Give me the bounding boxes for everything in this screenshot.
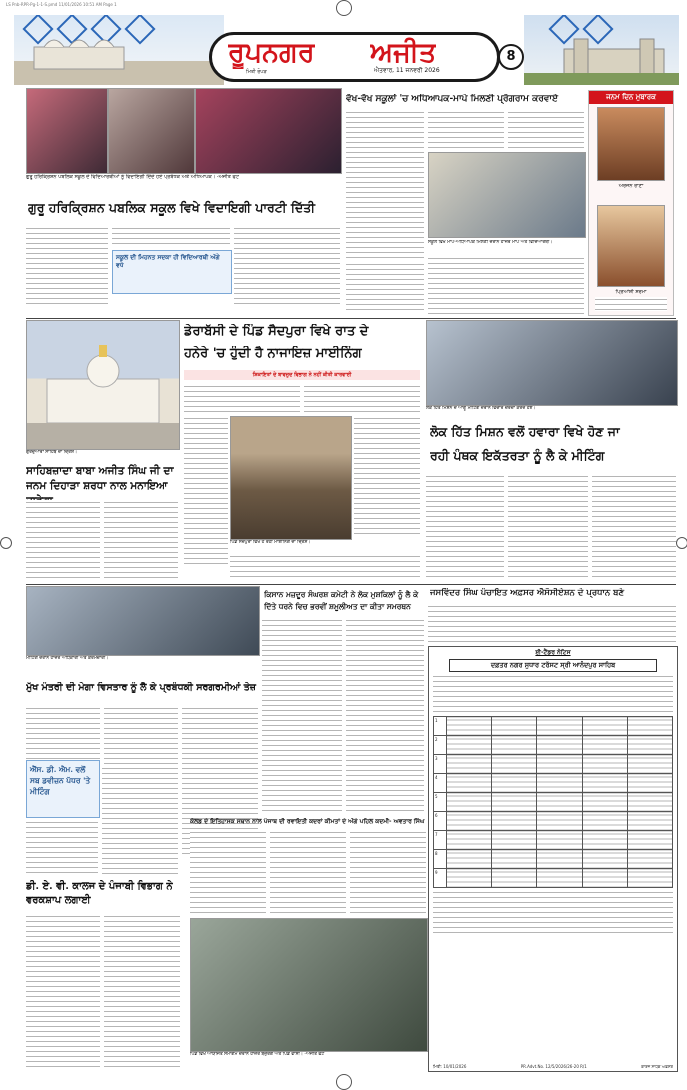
mining-strap: ਸ਼ਿਕਾਇਤਾਂ ਦੇ ਬਾਵਜੂਦ ਵਿਭਾਗ ਨੇ ਨਹੀਂ ਕੀਤੀ ਕਾਰਵਾਈ	[184, 370, 420, 380]
tender-cell	[537, 812, 582, 831]
tender-cell	[492, 812, 537, 831]
mining-body-col5	[230, 554, 420, 580]
tender-cell	[582, 850, 627, 869]
seminar-caption: ਸਕੂਲ ਵਿਖੇ ਮਾਪੇ-ਅਧਿਆਪਕ ਮਿਲਣੀ ਦੌਰਾਨ ਹਾਜ਼ਰ ਮਾਪੇ ਅਤੇ ਵਿਦਿਆਰਥੀ।	[428, 240, 553, 245]
tender-cell	[537, 850, 582, 869]
tender-terms	[433, 890, 673, 936]
tender-cell	[447, 793, 492, 812]
birthday-box	[588, 90, 674, 316]
cm-body-col2	[104, 706, 178, 766]
tender-cell	[447, 850, 492, 869]
tender-footer-mid: PR.Advt.No. 12/5/2026/26-20 R/1	[520, 1064, 587, 1069]
school-body-col3	[234, 226, 340, 308]
birthday-caption-2-lines	[595, 297, 667, 311]
tender-cell	[492, 869, 537, 888]
masthead-subtitle: ਮਿਤੀ ਰੋਪੜ	[246, 69, 267, 75]
mining-body-col1	[184, 384, 300, 414]
school-box	[112, 250, 232, 294]
tender-table	[433, 716, 673, 888]
mining-body-col3	[184, 416, 228, 566]
seminar-body-col4	[428, 256, 584, 314]
tender-cell	[627, 755, 672, 774]
tender-row-number: 8	[434, 850, 447, 869]
dav-body-col2	[104, 914, 180, 1070]
masthead-title-left: ਰੂਪਨਗਰ	[228, 37, 315, 68]
print-slug: LS Pnb-RPR-Pg-1-1-S.pmd 11/01/2026 10:51 AM Page 1	[6, 2, 117, 7]
cm-body-col1	[26, 706, 100, 766]
farmers-headline-1: ਕਿਸਾਨ ਮਜ਼ਦੂਰ ਸੰਘਰਸ਼ ਕਮੇਟੀ ਨੇ ਲੋਕ ਮੁਸ਼ਕਿਲਾਂ ਨੂੰ ਲੈ ਕੇ	[264, 590, 419, 599]
tender-cell	[582, 812, 627, 831]
tender-notice	[428, 646, 678, 1072]
tender-row	[434, 717, 673, 736]
tender-row	[434, 831, 673, 850]
school-photo-1	[26, 88, 108, 174]
seminar-body-col3	[508, 110, 584, 150]
tender-row-number: 5	[434, 793, 447, 812]
tender-footer-left: ਮਿਤੀ: 10/01/2026	[433, 1064, 467, 1069]
tender-row-number: 2	[434, 736, 447, 755]
tender-cell	[447, 869, 492, 888]
gurdwara-body-col2	[104, 500, 178, 580]
farmers-headline-2: ਦਿੱਤੇ ਧਰਨੇ ਵਿਚ ਭਰਵੀਂ ਸ਼ਮੂਲੀਅਤ ਦਾ ਕੀਤਾ ਸਮਰਥਨ	[264, 602, 411, 611]
seminar-photo	[428, 152, 586, 238]
meeting-photo	[426, 320, 678, 406]
masthead	[14, 10, 679, 88]
mining-headline-1: ਡੇਰਾਬੱਸੀ ਦੇ ਪਿੰਡ ਸੈਦਪੁਰਾ ਵਿਖੇ ਰਾਤ ਦੇ	[184, 324, 369, 339]
tender-cell	[492, 755, 537, 774]
panchayat-body	[428, 604, 676, 642]
masthead-date: ਐਤਵਾਰ, 11 ਜਨਵਰੀ 2026	[374, 67, 440, 74]
tender-cell	[492, 850, 537, 869]
tender-cell	[537, 755, 582, 774]
tender-cell	[447, 755, 492, 774]
tender-cell	[627, 812, 672, 831]
school-photo-caption: ਗੁਰੂ ਹਰਿਕ੍ਰਿਸ਼ਨ ਪਬਲਿਕ ਸਕੂਲ ਦੇ ਵਿਦਿਆਰਥੀਆਂ ਨੂੰ ਵਿਦਾਇਗੀ ਦਿੰਦੇ ਹੋਏ ਪ੍ਰਬੰਧਕ ਅਤੇ ਅਧਿਆਪਕ। -ਅਜੀਤ ਫੋਟੋ	[26, 174, 239, 180]
tender-cell	[582, 755, 627, 774]
tender-cell	[447, 717, 492, 736]
tender-footer-right: ਕਾਰਜ ਸਾਧਕ ਅਫ਼ਸਰ	[641, 1064, 673, 1069]
tender-cell	[582, 774, 627, 793]
panthic-body-col3	[592, 474, 676, 580]
divider-1	[26, 318, 676, 319]
tender-cell	[537, 717, 582, 736]
tender-cell	[627, 717, 672, 736]
gurdwara-photo	[26, 320, 180, 450]
dav-body-col1	[26, 914, 100, 1070]
mining-body-col4	[354, 416, 420, 536]
tender-cell	[582, 793, 627, 812]
dav-headline: ਡੀ. ਏ. ਵੀ. ਕਾਲਜ ਦੇ ਪੰਜਾਬੀ ਵਿਭਾਗ ਨੇ ਵਰਕਸ਼ਾਪ ਲਗਾਈ	[26, 881, 173, 906]
school-body-col2	[112, 226, 230, 248]
school-photo-3	[195, 88, 342, 174]
seminar-headline: ਵੱਖ-ਵੱਖ ਸਕੂਲਾਂ 'ਚ ਅਧਿਆਪਕ-ਮਾਪੇ ਮਿਲਣੀ ਪ੍ਰੋਗਰਾਮ ਕਰਵਾਏ	[346, 94, 558, 104]
panthic-headline-1: ਲੋਕ ਹਿੱਤ ਮਿਸ਼ਨ ਵਲੋਂ ਹਵਾਰਾ ਵਿਖੇ ਹੋਣ ਜਾ	[430, 424, 620, 439]
cm-headline: ਮੁੱਖ ਮੰਤਰੀ ਦੀ ਮੇਗਾ ਵਿਸਤਾਰ ਨੂੰ ਲੈ ਕੇ ਪ੍ਰਬੰਧਕੀ ਸਰਗਰਮੀਆਂ ਤੇਜ਼	[26, 682, 256, 693]
tender-row	[434, 793, 673, 812]
tender-row-number: 4	[434, 774, 447, 793]
tender-cell	[537, 831, 582, 850]
panthic-headline-2: ਰਹੀ ਪੰਥਕ ਇਕੱਤਰਤਾ ਨੂੰ ਲੈ ਕੇ ਮੀਟਿੰਗ	[430, 448, 605, 463]
school-photo-2	[108, 88, 195, 174]
tender-cell	[492, 774, 537, 793]
tender-cell	[537, 869, 582, 888]
birthday-caption-1: ਅਰਜਨ ਰਾਣਾ	[618, 183, 644, 189]
block-caption: ਪਿੰਡ ਵਿਖੇ ਆਯੋਜਿਤ ਸਮਾਗਮ ਦੌਰਾਨ ਹਾਜ਼ਰ ਬਜ਼ੁਰਗ ਅਤੇ ਪਿੰਡ ਵਾਸੀ। -ਅਜੀਤ ਫੋਟੋ	[190, 1052, 325, 1057]
school-headline: ਗੁਰੂ ਹਰਿਕ੍ਰਿਸ਼ਨ ਪਬਲਿਕ ਸਕੂਲ ਵਿਖੇ ਵਿਦਾਇਗੀ ਪਾਰਟੀ ਦਿੱਤੀ	[28, 200, 315, 215]
tender-row	[434, 774, 673, 793]
tender-row	[434, 736, 673, 755]
gurdwara-caption: ਗੁਰਦੁਆਰਾ ਸਾਹਿਬ ਦਾ ਦ੍ਰਿਸ਼।	[26, 450, 77, 455]
tender-cell	[582, 717, 627, 736]
tender-row	[434, 812, 673, 831]
birthday-header: ਜਨਮ ਦਿਨ ਮੁਬਾਰਕ	[589, 91, 673, 104]
tender-cell	[582, 869, 627, 888]
tender-row-number: 9	[434, 869, 447, 888]
page-number-badge: 8	[498, 44, 524, 70]
tender-cell	[537, 774, 582, 793]
birthday-caption-2: ਪ੍ਰਿਆਂਸ਼ੀ ਸ਼ਰਮਾ	[615, 289, 647, 295]
school-box-text: ਸਕੂਲ ਦੀ ਮਿਹਨਤ ਸਦਕਾ ਹੀ ਵਿਦਿਆਰਥੀ ਅੱਗੇ ਵਧੇ	[116, 254, 220, 269]
tender-intro	[433, 674, 673, 714]
tender-cell	[627, 831, 672, 850]
tender-cell	[492, 831, 537, 850]
block-body-col2	[270, 830, 346, 916]
divider-2	[26, 584, 676, 585]
block-body-col3	[350, 830, 426, 916]
tender-cell	[582, 831, 627, 850]
masthead-right-image	[524, 15, 679, 85]
birthday-caption-1-lines	[601, 191, 661, 201]
birthday-photo-1	[597, 107, 665, 181]
tender-cell	[627, 774, 672, 793]
masthead-title-right: ਅਜੀਤ	[370, 37, 437, 68]
tender-cell	[582, 736, 627, 755]
tender-row	[434, 850, 673, 869]
tender-cell	[447, 774, 492, 793]
tender-kicker: ਈ-ਟੈਂਡਰ ਨੋਟਿਸ	[535, 649, 571, 656]
meeting-caption: ਲੋਕ ਹਿੱਤ ਮਿਸ਼ਨ ਦੇ ਆਗੂ ਮੀਟਿੰਗ ਦੌਰਾਨ ਵਿਚਾਰ ਚਰਚਾ ਕਰਦੇ ਹੋਏ।	[426, 406, 536, 411]
panthic-body-col2	[508, 474, 588, 580]
farmers-body-col1	[262, 618, 342, 814]
tender-row-number: 1	[434, 717, 447, 736]
tender-cell	[627, 850, 672, 869]
gurdwara-body-col1	[26, 500, 100, 580]
tender-cell	[492, 736, 537, 755]
seminar-body-col1	[346, 110, 424, 260]
tender-row	[434, 755, 673, 774]
sdm-body-2	[26, 820, 98, 876]
panchayat-headline: ਜਸਵਿੰਦਰ ਸਿੰਘ ਪੰਚਾਇਤ ਅਫ਼ਸਰ ਐਸੋਸੀਏਸ਼ਨ ਦੇ ਪ੍ਰਧਾਨ ਬਣੇ	[430, 588, 624, 598]
tender-row-number: 7	[434, 831, 447, 850]
tender-cell	[627, 736, 672, 755]
mining-photo	[230, 416, 352, 540]
registration-mark-bottom	[336, 1074, 352, 1090]
sdm-box	[26, 760, 100, 818]
tender-title: ਦਫ਼ਤਰ ਨਗਰ ਸੁਧਾਰ ਟਰੱਸਟ ਸ੍ਰੀ ਆਨੰਦਪੁਰ ਸਾਹਿਬ	[449, 659, 657, 672]
registration-mark-right	[676, 537, 687, 549]
seminar-body-col5	[346, 262, 424, 314]
tender-row	[434, 869, 673, 888]
mining-body-col2	[304, 384, 420, 414]
cm-caption: ਮੀਟਿੰਗ ਦੌਰਾਨ ਹਾਜ਼ਰ ਅਧਿਕਾਰੀ ਅਤੇ ਕਰਮਚਾਰੀ।	[26, 656, 109, 661]
tender-cell	[492, 717, 537, 736]
tender-row-number: 3	[434, 755, 447, 774]
tender-cell	[447, 831, 492, 850]
tender-cell	[447, 812, 492, 831]
registration-mark-left	[0, 537, 12, 549]
mining-headline-2: ਹਨੇਰੇ 'ਚ ਹੁੰਦੀ ਹੈ ਨਾਜਾਇਜ਼ ਮਾਈਨਿੰਗ	[184, 346, 362, 361]
block-photo	[190, 918, 428, 1052]
tender-row-number: 6	[434, 812, 447, 831]
masthead-left-image	[14, 15, 224, 85]
mining-photo-caption: ਪਿੰਡ ਸੈਦਪੁਰਾ ਵਿਖੇ ਹੋ ਰਹੀ ਮਾਈਨਿੰਗ ਦਾ ਦ੍ਰਿਸ਼।	[230, 540, 311, 545]
birthday-photo-2	[597, 205, 665, 287]
school-body-col1	[26, 226, 108, 308]
seminar-body-col2	[428, 110, 504, 150]
tender-cell	[492, 793, 537, 812]
masthead-title-box	[209, 32, 500, 82]
sdm-body	[102, 766, 178, 876]
gurdwara-headline: ਸਾਹਿਬਜ਼ਾਦਾ ਬਾਬਾ ਅਜੀਤ ਸਿੰਘ ਜੀ ਦਾ ਜਨਮ ਦਿਹਾੜਾ ਸ਼ਰਧਾ ਨਾਲ ਮਨਾਇਆ	[26, 465, 174, 492]
tender-cell	[627, 793, 672, 812]
tender-cell	[537, 736, 582, 755]
cm-photo	[26, 586, 260, 656]
block-body-col1	[190, 830, 266, 916]
sdm-headline: ਐੱਸ. ਡੀ. ਐਮ. ਵਲੋਂ ਸਬ ਡਵੀਜ਼ਨ ਪੱਧਰ 'ਤੇ ਮੀਟਿੰਗ	[30, 765, 91, 796]
tender-cell	[627, 869, 672, 888]
tender-cell	[447, 736, 492, 755]
farmers-body-col2	[346, 618, 424, 814]
block-headline: ਕੋਲਡ ਦੇ ਇਤਿਹਾਸਕ ਸਥਾਨ ਨਾਲ ਪੰਜਾਬ ਦੀ ਰਵਾਇਤੀ ਕਦਰਾਂ ਕੀਮਤਾਂ ਦੇ ਅੱਗੇ ਪਹਿਲ ਕਦਮੀ- ਅਵਤਾਰ ਸਿੰਘ	[190, 818, 425, 825]
tender-cell	[537, 793, 582, 812]
panthic-body-col1	[426, 474, 504, 580]
